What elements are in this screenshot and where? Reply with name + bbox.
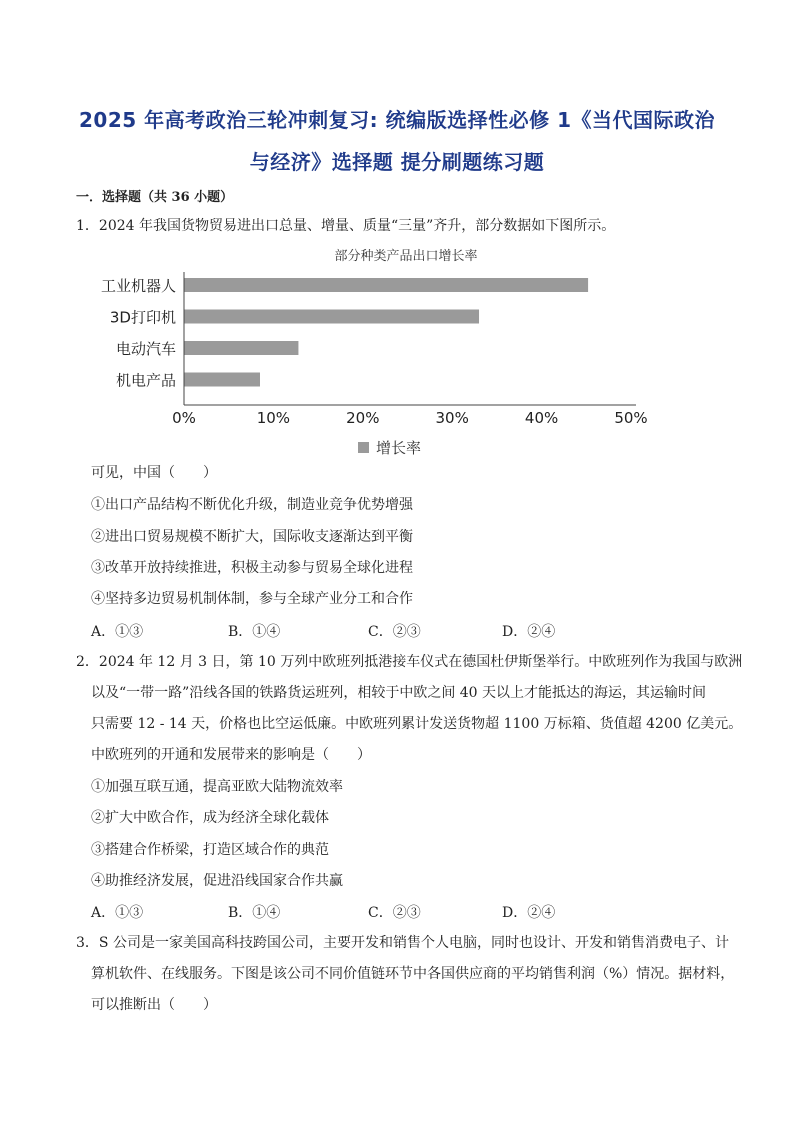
x-tick-label-4: 40% [524,409,559,427]
q2-choice-b[interactable]: B．①④ [228,905,281,921]
legend-label: 增长率 [376,439,422,457]
bar-0 [184,278,588,292]
q1-prompt: 可见，中国（ ） [91,465,217,481]
q2-choice-a[interactable]: A．①③ [91,905,144,921]
x-tick-label-2: 20% [346,409,380,427]
q2-line-3: 只需要 12 - 14 天，价格也比空运低廉。中欧班列累计发送货物超 1100 万标箱、货值超 4200 亿美元。 [91,716,743,732]
q1-bar-chart [76,242,666,467]
category-label-3: 机电产品 [115,371,176,390]
q1-item-1: ①出口产品结构不断优化升级，制造业竞争优势增强 [91,497,413,513]
category-label-0: 工业机器人 [100,277,176,295]
q2-line-4: 中欧班列的开通和发展带来的影响是（ ） [91,747,371,763]
q2-line-2: 以及“一带一路”沿线各国的铁路货运班列，相较于中欧之间 40 天以上才能抵达的海运，其运输时间 [91,685,707,701]
section-title: 一．选择题（共 36 小题） [76,190,234,205]
q2-item-4: ④助推经济发展，促进沿线国家合作共赢 [91,873,343,889]
x-tick-label-5: 50% [614,409,648,427]
q1-item-3: ③改革开放持续推进，积极主动参与贸易全球化进程 [91,560,413,576]
page-title-line-1: 2025 年高考政治三轮冲刺复习: 统编版选择性必修 1《当代国际政治 [79,108,715,132]
q2-item-3: ③搭建合作桥梁，打造区域合作的典范 [91,842,329,858]
x-tick-label-0: 0% [172,409,196,427]
q1-choice-b[interactable]: B．①④ [228,624,281,640]
q3-line-1: 3．S 公司是一家美国高科技跨国公司，主要开发和销售个人电脑，同时也设计、开发和销售消费电子、计 [76,935,729,951]
q1-item-4: ④坚持多边贸易机制体制，参与全球产业分工和合作 [91,591,413,607]
bar-2 [184,341,298,355]
legend-swatch [358,442,369,453]
x-tick-label-3: 30% [435,409,469,427]
q2-item-1: ①加强互联互通，提高亚欧大陆物流效率 [91,779,343,795]
q2-choice-c[interactable]: C．②③ [368,905,421,921]
category-label-2: 电动汽车 [115,340,176,358]
q2-line-1: 2．2024 年 12 月 3 日，第 10 万列中欧班列抵港接车仪式在德国杜伊斯堡举行。中欧班列作为我国与欧洲 [76,654,743,670]
category-label-1: 3D打印机 [109,308,176,327]
q1-choice-d[interactable]: D．②④ [502,624,556,640]
chart-title: 部分种类产品出口增长率 [334,249,478,264]
x-tick-label-1: 10% [256,409,291,427]
q3-line-3: 可以推断出（ ） [91,997,217,1013]
page-title-line-2: 与经济》选择题 提分刷题练习题 [249,150,545,174]
bar-1 [184,310,479,324]
bar-3 [184,373,260,387]
q2-choice-d[interactable]: D．②④ [502,905,556,921]
q1-choice-c[interactable]: C．②③ [368,624,421,640]
q1-item-2: ②进出口贸易规模不断扩大，国际收支逐渐达到平衡 [91,529,413,545]
q2-item-2: ②扩大中欧合作，成为经济全球化载体 [91,810,329,826]
q3-line-2: 算机软件、在线服务。下图是该公司不同价值链环节中各国供应商的平均销售利润（%）情况。据材料， [91,966,735,982]
q1-stem: 1．2024 年我国货物贸易进出口总量、增量、质量“三量”齐升，部分数据如下图所示。 [76,218,616,234]
q1-choice-a[interactable]: A．①③ [91,624,144,640]
